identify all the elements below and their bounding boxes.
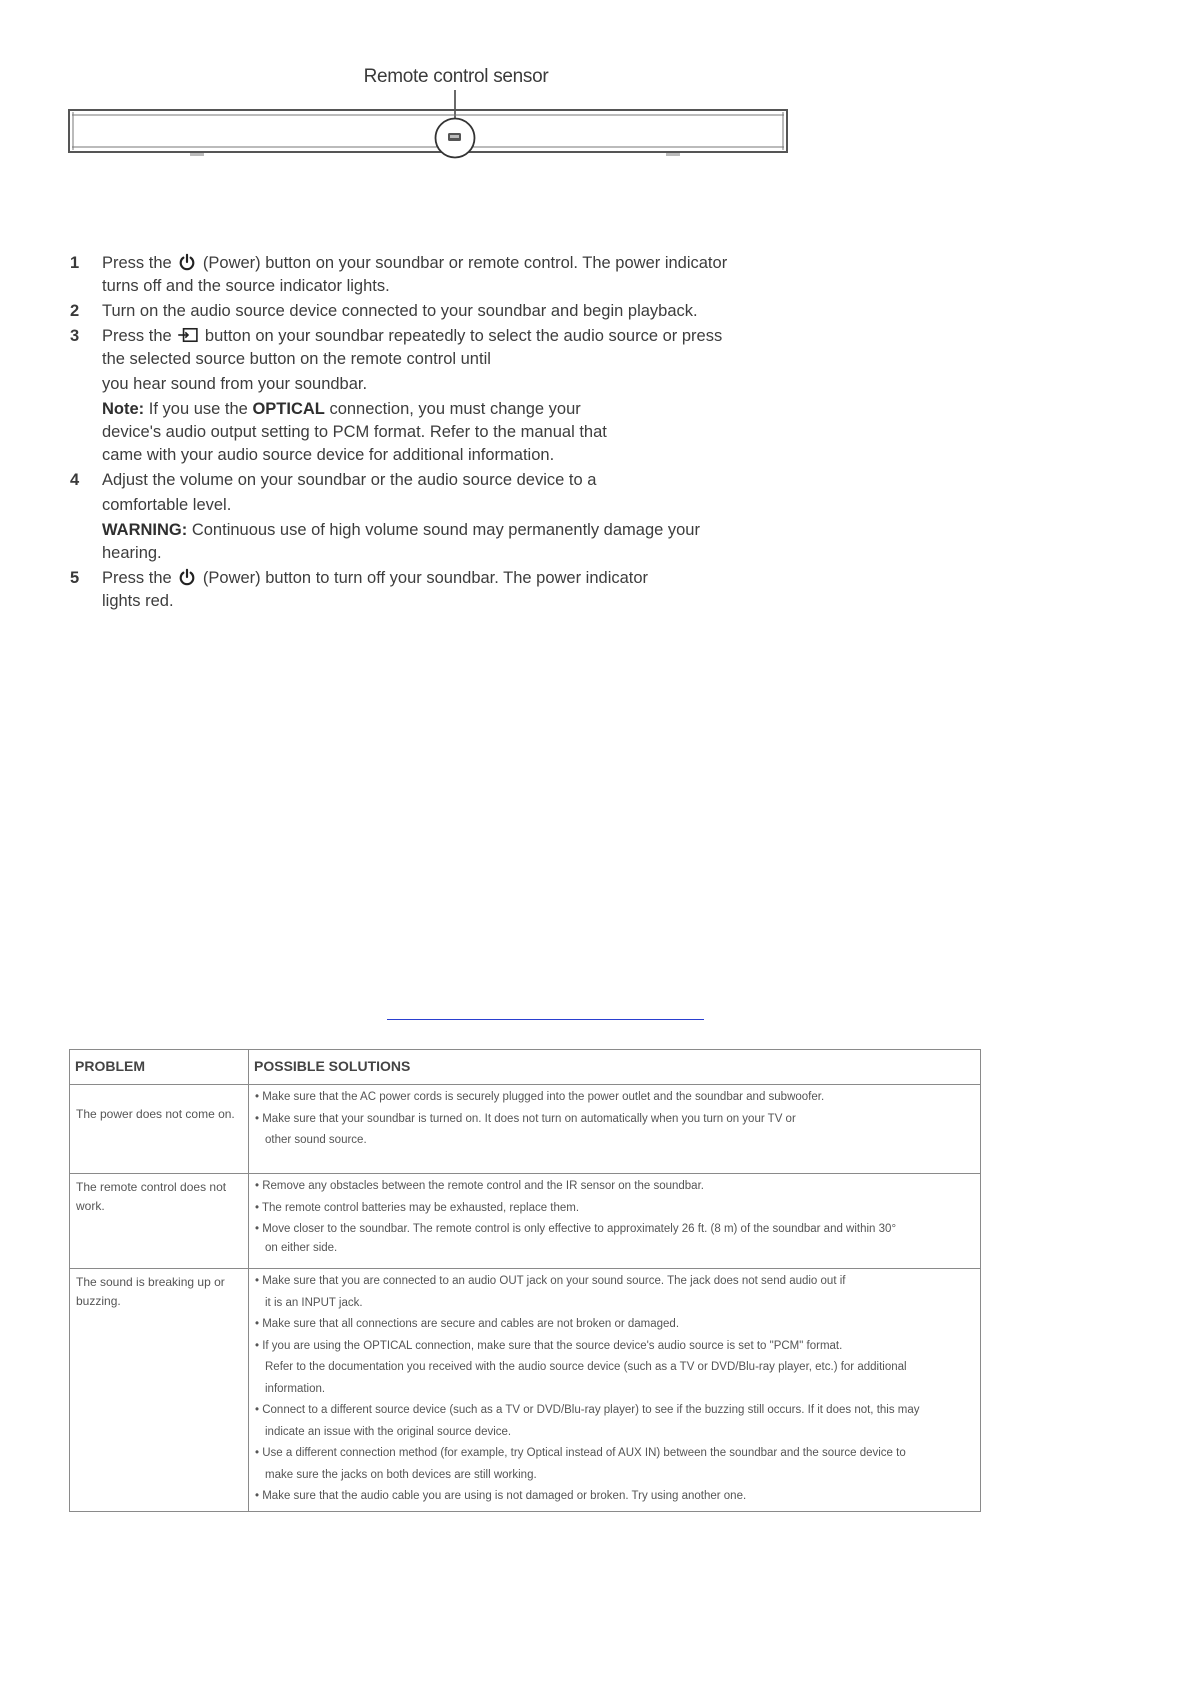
- solution-item: • The remote control batteries may be exhausted, replace them.: [255, 1201, 580, 1214]
- step-2: [70, 300, 830, 323]
- step-text: Press the: [102, 254, 172, 272]
- problem-cell: The sound is breaking up or buzzing.: [70, 1269, 249, 1512]
- step-text: Adjust the volume on your soundbar or the audio source device to a: [102, 471, 597, 489]
- hyperlink-underline[interactable]: [387, 1019, 704, 1020]
- solution-item-continued: on either side.: [265, 1241, 338, 1254]
- solutions-cell: [249, 1269, 981, 1512]
- solution-item-continued: indicate an issue with the original source device.: [265, 1425, 512, 1438]
- solutions-cell: [249, 1085, 981, 1174]
- solution-item: • Connect to a different source device (such as a TV or DVD/Blu-ray player) to see if the buzzing still occurs. If it does not, this may: [255, 1404, 920, 1416]
- solutions-cell: [249, 1174, 981, 1269]
- problem-cell: The power does not come on.: [70, 1085, 249, 1174]
- power-icon: [178, 568, 196, 586]
- step-number: 4: [70, 471, 80, 489]
- table-row: [70, 1174, 981, 1269]
- solution-item: • Make sure that your soundbar is turned on. It does not turn on automatically when you turn on your TV or: [255, 1112, 796, 1125]
- step-text: button on your soundbar repeatedly to select the audio source or press: [204, 327, 723, 345]
- solution-item-continued: make sure the jacks on both devices are still working.: [265, 1468, 537, 1481]
- solution-item: • Make sure that you are connected to an audio OUT jack on your sound source. The jack does not send audio out if: [255, 1275, 846, 1287]
- column-header-problem: PROBLEM: [70, 1050, 249, 1085]
- step-3-note: [70, 398, 830, 467]
- step-5: [70, 567, 830, 613]
- step-1: [70, 252, 830, 298]
- troubleshooting-table-container: [69, 1049, 981, 1512]
- step-text: Press the: [102, 569, 172, 587]
- step-text: you hear sound from your soundbar.: [102, 375, 368, 393]
- step-text: (Power) button on your soundbar or remote control. The power indicator: [202, 254, 728, 272]
- note-text: came with your audio source device for additional information.: [102, 446, 555, 464]
- problem-cell: The remote control does not work.: [70, 1174, 249, 1269]
- step-4: [70, 469, 830, 517]
- step-text: turns off and the source indicator lights.: [102, 277, 390, 295]
- warning-label: WARNING:: [102, 521, 188, 539]
- table-header-row: [70, 1050, 981, 1085]
- table-row: [70, 1269, 981, 1512]
- step-text: Turn on the audio source device connected to your soundbar and begin playback.: [102, 302, 698, 320]
- table-row: [70, 1085, 981, 1174]
- step-number: 5: [70, 569, 80, 587]
- remote-sensor-label: Remote control sensor: [363, 66, 549, 87]
- note-text: connection, you must change your: [329, 400, 581, 418]
- step-text: comfortable level.: [102, 496, 232, 514]
- step-number: 3: [70, 327, 80, 345]
- step-number: 2: [70, 302, 80, 320]
- step-3: [70, 325, 830, 396]
- solution-item-continued: it is an INPUT jack.: [265, 1296, 363, 1309]
- note-text: device's audio output setting to PCM format. Refer to the manual that: [102, 423, 607, 441]
- solution-item-continued: Refer to the documentation you received with the audio source device (such as a TV or DVD/Blu-ray player, etc.) for additional: [265, 1361, 907, 1373]
- power-icon: [178, 253, 196, 271]
- warning-text: hearing.: [102, 544, 162, 562]
- note-label: Note:: [102, 400, 145, 418]
- soundbar-illustration: [68, 60, 788, 170]
- solution-item: • Use a different connection method (for example, try Optical instead of AUX IN) between the soundbar and the source device to: [255, 1447, 906, 1459]
- solution-item: • If you are using the OPTICAL connection, make sure that the source device's audio source is set to "PCM" format.: [255, 1339, 843, 1352]
- warning-text: Continuous use of high volume sound may permanently damage your: [191, 521, 700, 539]
- step-text: Press the: [102, 327, 172, 345]
- column-header-solutions: POSSIBLE SOLUTIONS: [249, 1050, 981, 1085]
- solution-item: • Remove any obstacles between the remote control and the IR sensor on the soundbar.: [255, 1180, 704, 1192]
- soundbar-diagram: [68, 60, 788, 170]
- solution-item: • Make sure that the AC power cords is securely plugged into the power outlet and the soundbar and subwoofer.: [255, 1091, 825, 1103]
- step-text: the selected source button on the remote control until: [102, 350, 491, 368]
- solution-item-continued: information.: [265, 1382, 326, 1395]
- source-input-icon: [177, 327, 199, 343]
- note-bold-text: OPTICAL: [252, 400, 325, 418]
- solution-item: • Move closer to the soundbar. The remote control is only effective to approximately 26 ft. (8 m) of the soundbar and within 30°: [255, 1223, 897, 1235]
- step-text: (Power) button to turn off your soundbar. The power indicator: [202, 569, 649, 587]
- step-number: 1: [70, 254, 80, 272]
- step-text: lights red.: [102, 592, 174, 610]
- troubleshooting-table: [69, 1049, 981, 1512]
- solution-item-continued: other sound source.: [265, 1134, 367, 1146]
- instruction-steps: [70, 252, 830, 613]
- note-text: If you use the: [148, 400, 248, 418]
- solution-item: • Make sure that the audio cable you are using is not damaged or broken. Try using another one.: [255, 1490, 747, 1502]
- solution-item: • Make sure that all connections are secure and cables are not broken or damaged.: [255, 1318, 680, 1330]
- step-4-warning: [70, 519, 830, 565]
